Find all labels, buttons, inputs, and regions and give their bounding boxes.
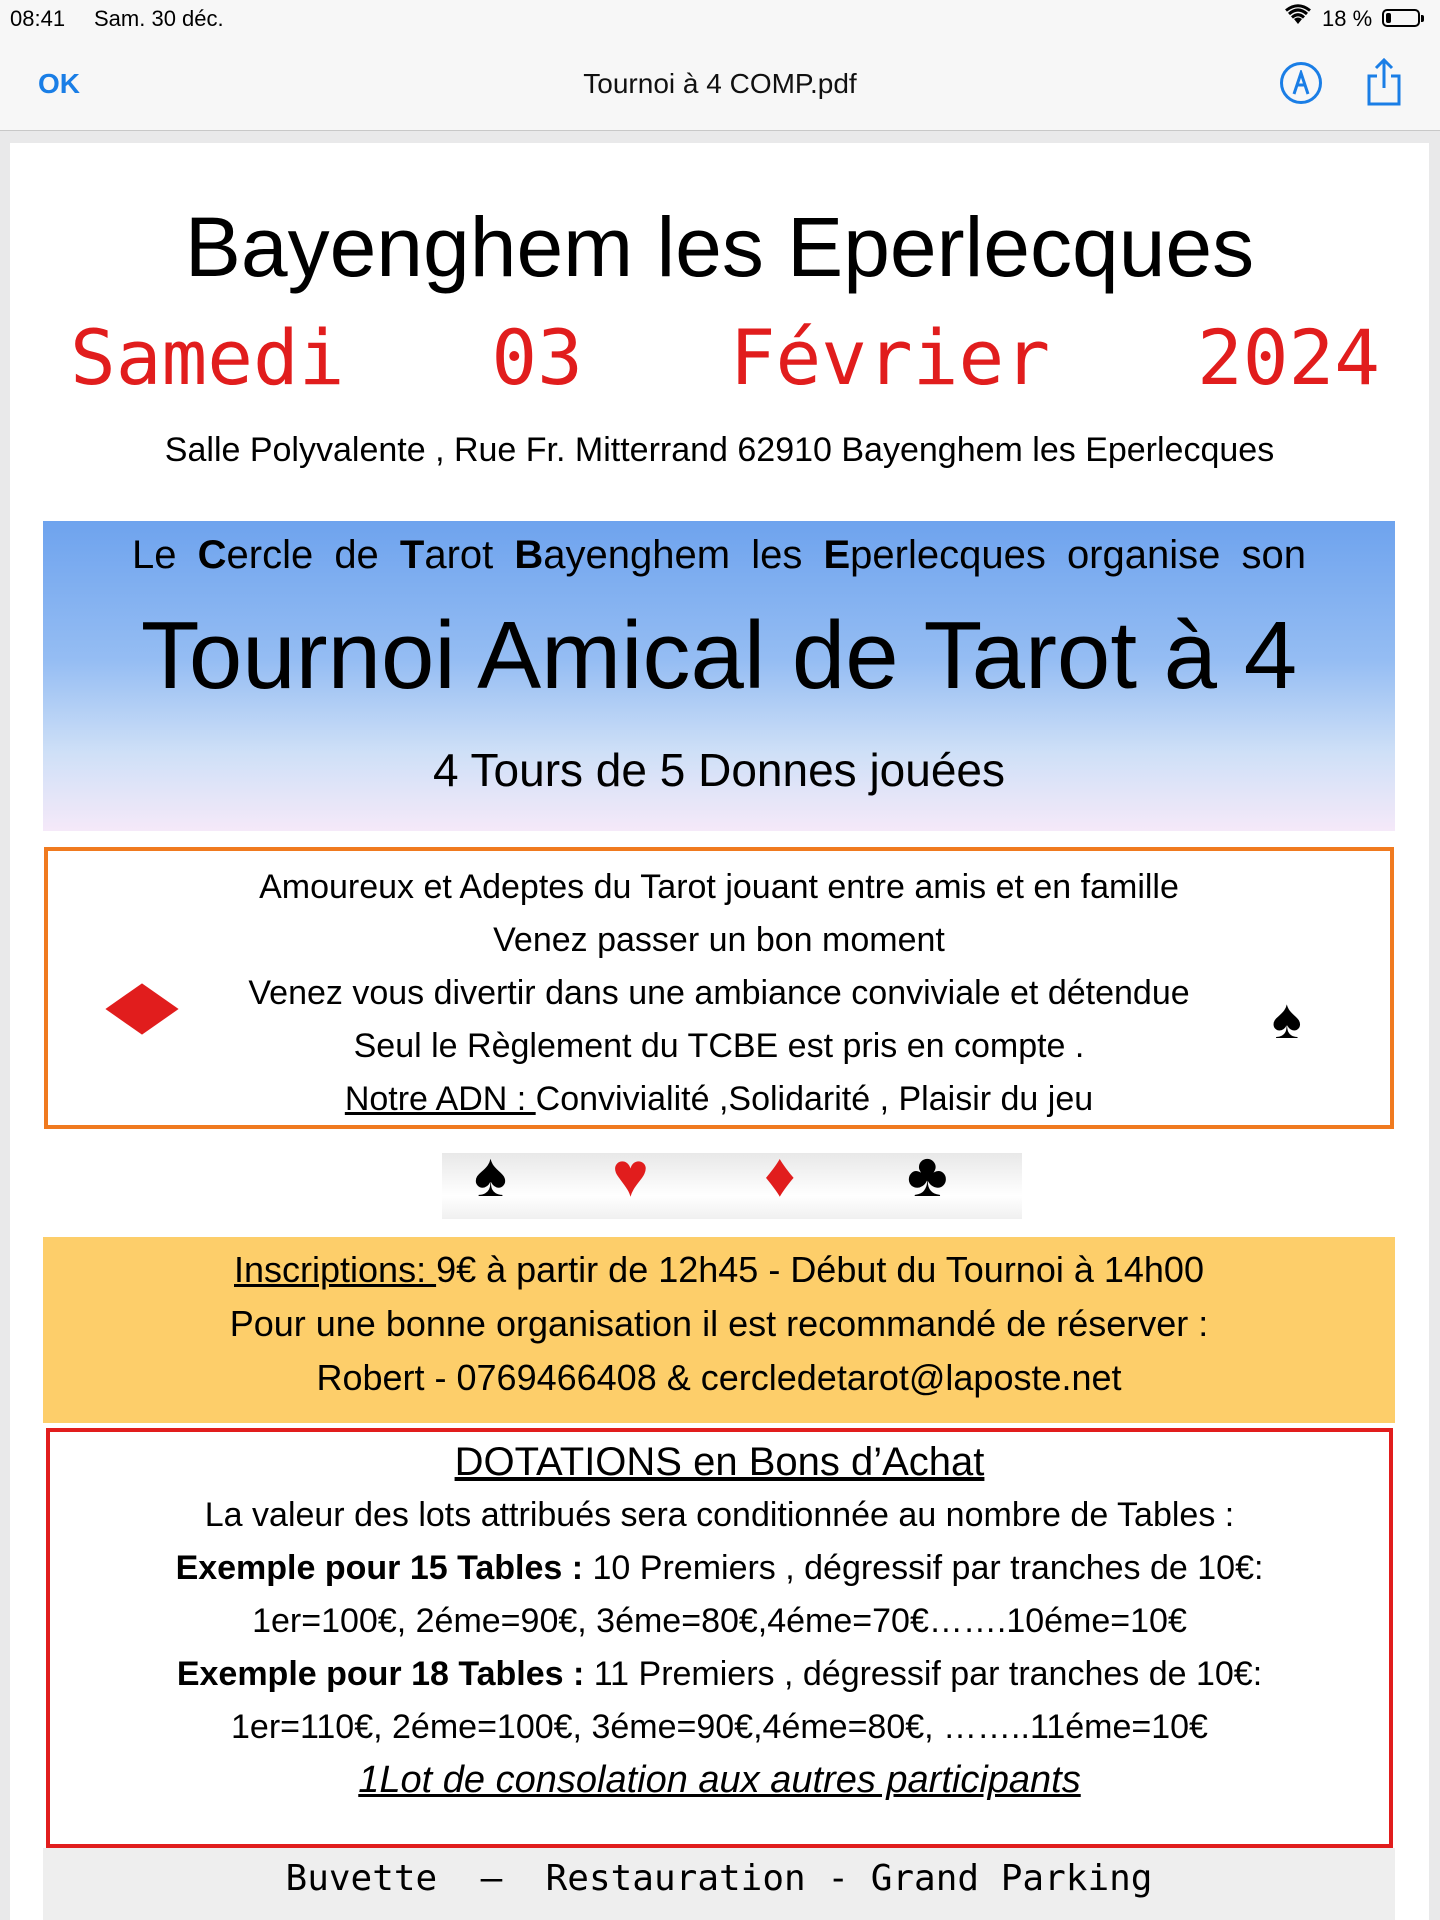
document-title: Tournoi à 4 COMP.pdf (583, 68, 857, 99)
inscriptions-label: Inscriptions: (234, 1249, 437, 1290)
contact-line: Robert - 0769466408 & cercledetarot@laposte.net (316, 1357, 1122, 1398)
invitation-text (48, 861, 1390, 1126)
dotations-box (46, 1428, 1393, 1848)
battery-icon (1382, 9, 1420, 27)
example-18-values: 1er=110€, 2éme=100€, 3éme=90€,4éme=80€, ……..11éme=10€ (231, 1708, 1208, 1746)
invitation-line: Venez vous divertir dans une ambiance conviviale et détendue (248, 974, 1190, 1012)
wifi-icon (1284, 4, 1312, 33)
venue-address: Salle Polyvalente , Rue Fr. Mitterrand 62910 Bayenghem les Eperlecques (164, 431, 1275, 469)
ok-button[interactable]: OK (38, 68, 80, 99)
status-date: Sam. 30 déc. (94, 6, 224, 31)
adn-label: Notre ADN : (344, 1080, 536, 1118)
event-title: Tournoi Amical de Tarot à 4 (140, 602, 1298, 709)
date-month: Février (729, 313, 1051, 402)
invitation-line: Venez passer un bon moment (493, 921, 945, 959)
heart-icon: ♥ (612, 1153, 649, 1210)
battery-percentage: 18 % (1322, 6, 1373, 31)
inscriptions-text (43, 1243, 1395, 1405)
poster-date (70, 313, 1380, 402)
invitation-line: Amoureux et Adeptes du Tarot jouant entre amis et en famille (259, 868, 1179, 906)
markup-pen-icon[interactable] (1280, 62, 1322, 104)
poster-town-title: Bayenghem les Eperlecques (184, 200, 1255, 294)
consolation-line: 1Lot de consolation aux autres participants (358, 1759, 1081, 1801)
status-bar (0, 0, 1440, 38)
inscriptions-band (43, 1237, 1395, 1423)
footer-band (43, 1848, 1395, 1920)
spade-card-icon: ♠ (1272, 987, 1302, 1050)
footer-text: Buvette – Restauration - Grand Parking (285, 1858, 1153, 1899)
example-15-line: Exemple pour 15 Tables : 10 Premiers , dégressif par tranches de 10€: (175, 1549, 1264, 1587)
adn-value: Convivialité ,Solidarité , Plaisir du jeu (535, 1080, 1094, 1118)
navigation-bar (0, 38, 1440, 131)
battery-level (1386, 13, 1391, 23)
dotations-intro: La valeur des lots attribués sera conditionnée au nombre de Tables : (204, 1496, 1235, 1534)
dotations-title: DOTATIONS en Bons d’Achat (454, 1440, 985, 1484)
example-18-line: Exemple pour 18 Tables : 11 Premiers , dégressif par tranches de 10€: (176, 1655, 1263, 1693)
pdf-page[interactable] (10, 143, 1429, 1920)
reservation-line: Pour une bonne organisation il est recommandé de réserver : (229, 1303, 1209, 1344)
card-suits-strip (442, 1153, 1022, 1219)
event-rounds: 4 Tours de 5 Donnes jouées (433, 744, 1005, 796)
status-time: 08:41 (10, 6, 66, 31)
club-icon: ♣ (907, 1153, 948, 1210)
date-day: Samedi (70, 313, 345, 402)
invitation-box (44, 847, 1394, 1129)
date-number: 03 (491, 313, 583, 402)
diamond-icon: ♦ (764, 1153, 796, 1210)
event-banner (43, 521, 1395, 831)
inscriptions-line: Inscriptions: 9€ à partir de 12h45 - Début du Tournoi à 14h00 (234, 1249, 1204, 1290)
dotations-text (50, 1436, 1389, 1807)
spade-icon: ♠ (474, 1153, 507, 1210)
example-15-values: 1er=100€, 2éme=90€, 3éme=80€,4éme=70€…….10éme=10€ (252, 1602, 1187, 1640)
organiser-line: Le Cercle de Tarot Bayenghem les Eperlecques organise son (132, 533, 1306, 577)
adn-line (48, 1073, 1390, 1126)
date-year: 2024 (1196, 313, 1380, 402)
invitation-line: Seul le Règlement du TCBE est pris en compte . (353, 1027, 1085, 1065)
share-icon[interactable] (1364, 58, 1404, 108)
